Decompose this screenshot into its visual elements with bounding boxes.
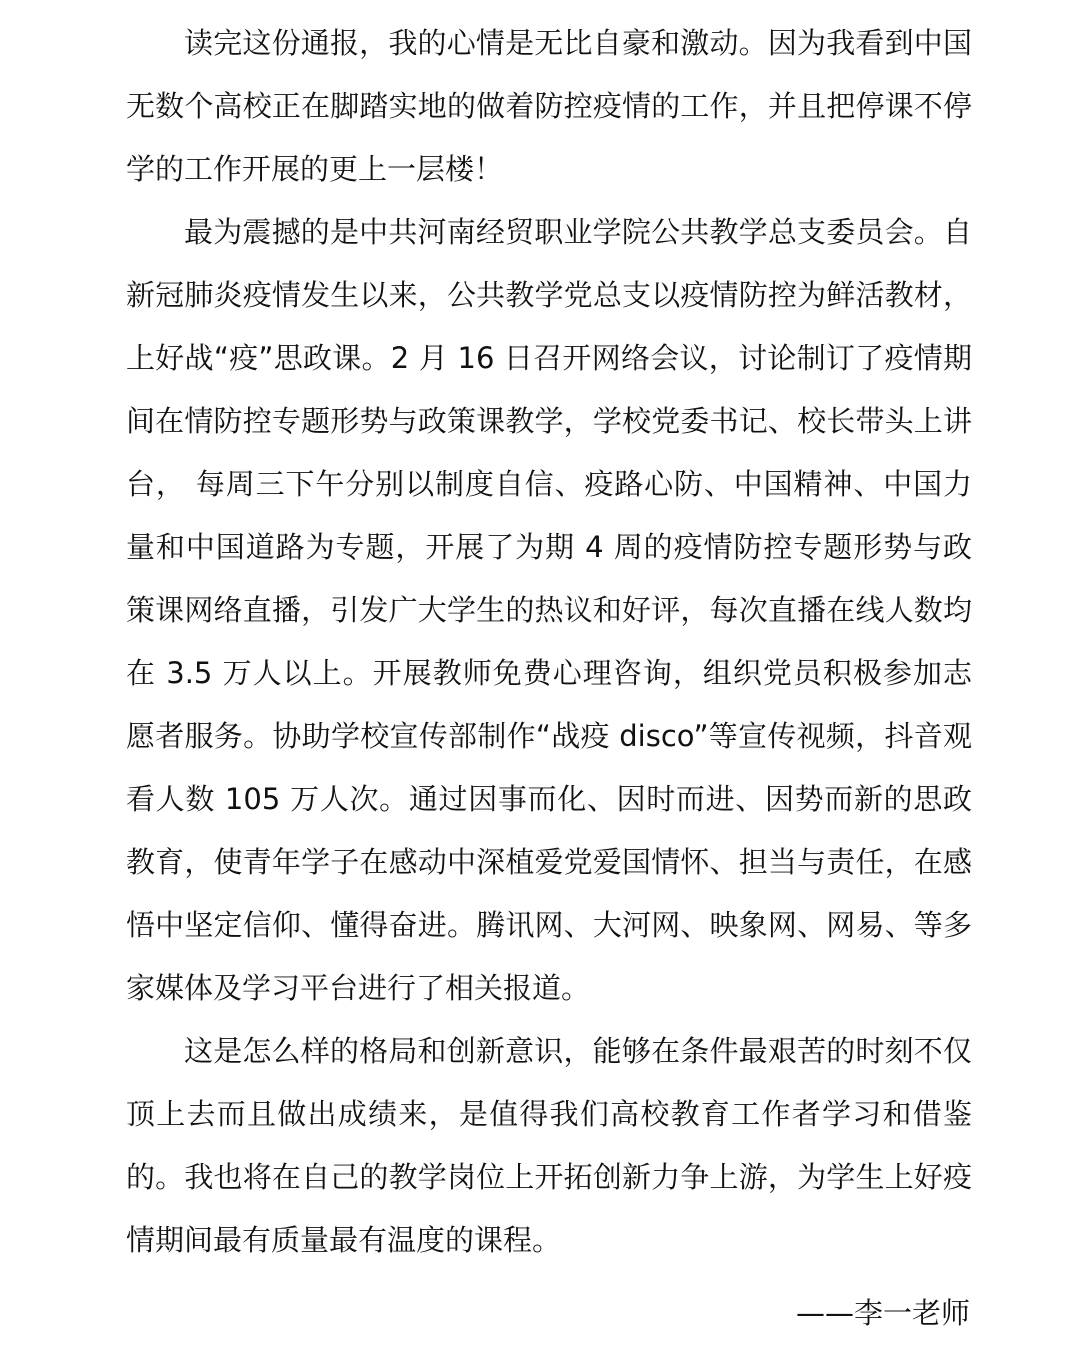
paragraph-1: 读完这份通报，我的心情是无比自豪和激动。因为我看到中国无数个高校正在脚踏实地的做着防控疫情的工作，并且把停课不停学的工作开展的更上一层楼！ [126, 26, 972, 186]
document-body [126, 12, 972, 1272]
paragraph-3: 这是怎么样的格局和创新意识，能够在条件最艰苦的时刻不仅顶上去而且做出成绩来，是值得我们高校教育工作者学习和借鉴的。我也将在自己的教学岗位上开拓创新力争上游，为学生上好疫情期间最有质量最有温度的课程。 [126, 1034, 972, 1257]
signature: ——李一老师 [795, 1296, 970, 1330]
paragraph-2: 最为震撼的是中共河南经贸职业学院公共教学总支委员会。自新冠肺炎疫情发生以来，公共教学党总支以疫情防控为鲜活教材，上好战“疫”思政课。2 月 16 日召开网络会议，讨论制订了疫情期间在情防控专题形势与政策课教学，学校党委书记、校长带头上讲台， 每周三下午分别以制度自信、疫路心防、中国精神、中国力量和中国道路为专题，开展了为期 4 周的疫情防控专题形势与政策课网络直播，引发广大学生的热议和好评，每次直播在线人数均在 3.5 万人以上。开展教师免费心理咨询，组织党员积极参加志愿者服务。协助学校宣传部制作“战疫 disco”等宣传视频，抖音观看人数 105 万人次。通过因事而化、因时而进、因势而新的思政教育，使青年学子在感动中深植爱党爱国情怀、担当与责任，在感悟中坚定信仰、懂得奋进。腾讯网、大河网、映象网、网易、等多家媒体及学习平台进行了相关报道。 [126, 215, 972, 1005]
